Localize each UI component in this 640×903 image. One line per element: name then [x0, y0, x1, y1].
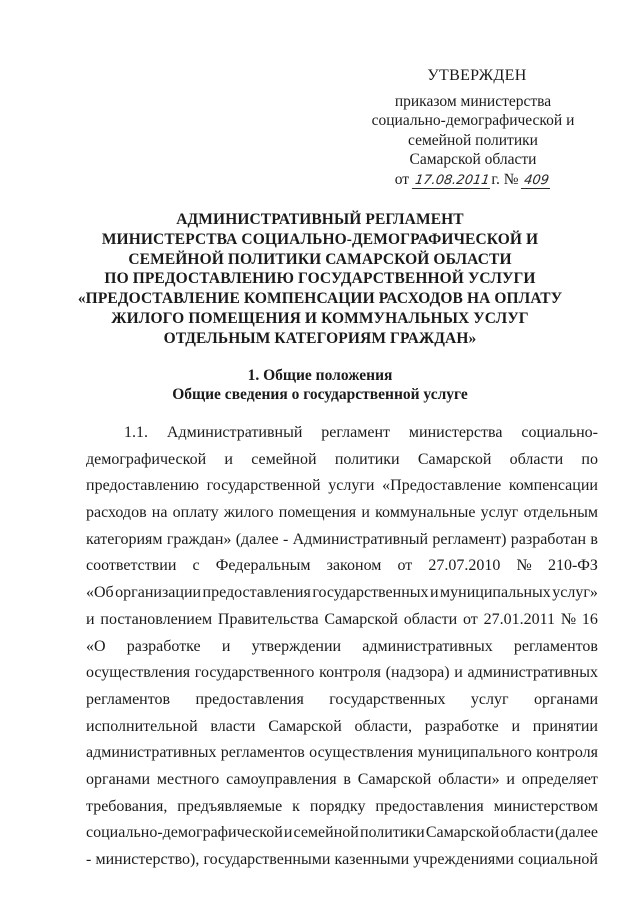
word: Самарской: [425, 824, 500, 842]
paragraph-1-1: [86, 420, 598, 874]
word: демографической: [86, 450, 207, 468]
word: исполнительной: [86, 717, 198, 735]
word: организации: [115, 584, 202, 602]
word: соответствии: [86, 557, 177, 575]
title-line: «ПРЕДОСТАВЛЕНИЕ КОМПЕНСАЦИИ РАСХОДОВ НА ОПЛАТУ: [77, 290, 563, 308]
title-line: ОТДЕЛЬНЫМ КАТЕГОРИЯМ ГРАЖДАН»: [163, 329, 477, 347]
word: 1.1.: [124, 424, 148, 441]
order-line: [358, 170, 588, 190]
paragraph-line: [86, 473, 598, 500]
word: и: [506, 770, 515, 788]
word: Самарской: [357, 770, 432, 788]
word: власти: [210, 717, 256, 735]
word: в: [590, 530, 598, 548]
word: (надзора): [385, 664, 450, 682]
word: органами: [533, 690, 598, 708]
paragraph-line: [86, 527, 598, 554]
word: контроля: [319, 664, 381, 682]
paragraph-line: [86, 553, 598, 580]
word: утверждении: [251, 637, 342, 655]
word: расходов: [86, 504, 147, 522]
word: 16: [581, 610, 598, 628]
word: государственной: [206, 477, 321, 495]
word: услуг»: [552, 584, 598, 602]
word: отдельным: [523, 504, 598, 522]
word: местного: [156, 770, 220, 788]
word: -: [282, 530, 289, 548]
handwritten-order-date: 17.08.2011: [412, 173, 493, 189]
word: услуг: [470, 690, 509, 708]
word: от: [463, 610, 478, 628]
paragraph-line: [86, 634, 598, 661]
order-prefix: от: [394, 170, 410, 188]
word: Федеральным: [215, 557, 311, 575]
paragraph-line: [86, 500, 598, 527]
section-heading: 1. Общие положения: [247, 367, 393, 384]
word: административных: [362, 637, 493, 655]
word: Административный: [166, 424, 303, 441]
word: порядку: [309, 797, 366, 815]
word: предоставления: [195, 690, 304, 708]
paragraph-line: [86, 767, 598, 794]
word: требования,: [86, 797, 168, 815]
word: области: [509, 450, 564, 468]
paragraph-line: [86, 607, 598, 634]
word: «О: [86, 637, 106, 655]
word: «Об: [86, 584, 114, 602]
word: министерства: [408, 424, 503, 441]
word: министерством: [493, 797, 598, 815]
word: и: [283, 824, 293, 842]
word: и: [454, 664, 463, 682]
word: разработан: [510, 530, 587, 548]
word: предоставлению: [86, 477, 199, 495]
word: государственными: [203, 851, 331, 868]
word: регламентов: [86, 690, 171, 708]
approval-line: Самарской области: [409, 151, 537, 168]
word: самоуправления: [226, 770, 337, 788]
paragraph-line: [86, 420, 598, 447]
word: области,: [354, 717, 413, 735]
word: предъявляемые: [177, 797, 283, 815]
title-line: АДМИНИСТРАТИВНЫЙ РЕГЛАМЕНТ: [176, 211, 464, 228]
word: услуги: [328, 477, 375, 495]
word: на: [151, 504, 168, 522]
word: регламентов: [513, 637, 598, 655]
word: 210-ФЗ: [547, 557, 598, 575]
word: помещения: [278, 504, 357, 522]
word: (далее: [555, 824, 598, 842]
word: разработке: [126, 637, 201, 655]
word: казенными: [334, 851, 410, 868]
word: оплату: [172, 504, 219, 522]
word: осуществления: [86, 664, 191, 682]
word: постановлением: [100, 610, 213, 628]
approval-line: приказом министерства: [394, 92, 552, 110]
word: и: [361, 504, 370, 522]
word: -: [86, 851, 92, 868]
word: муниципального: [417, 744, 532, 762]
word: определяет: [521, 770, 598, 788]
document-title: [60, 210, 580, 349]
title-line: ЖИЛОГО ПОМЕЩЕНИЯ И КОММУНАЛЬНЫХ УСЛУГ: [111, 309, 529, 327]
paragraph-line: [86, 740, 598, 767]
word: осуществления: [309, 744, 414, 762]
word: предоставления: [202, 584, 311, 602]
title-line: ПО ПРЕДОСТАВЛЕНИЮ ГОСУДАРСТВЕННОЙ УСЛУГИ: [104, 270, 536, 288]
word: компенсации: [508, 477, 598, 495]
word: министерство),: [95, 851, 200, 868]
word: семейной: [251, 450, 317, 468]
word: социально-демографической: [86, 824, 283, 842]
word: №: [516, 557, 532, 575]
word: государственных: [329, 690, 446, 708]
word: регламент): [432, 530, 507, 548]
title-line: СЕМЕЙНОЙ ПОЛИТИКИ САМАРСКОЙ ОБЛАСТИ: [128, 250, 512, 268]
word: регламентов: [220, 744, 305, 762]
section-subheading: Общие сведения о государственной услуге: [172, 386, 468, 403]
paragraph-line: [86, 820, 598, 847]
word: области»: [438, 770, 500, 788]
word: государственного: [194, 664, 315, 682]
paragraph-line: [86, 847, 598, 874]
word: учреждениями: [413, 851, 514, 868]
paragraph-line: [86, 714, 598, 741]
word: №: [560, 610, 577, 628]
word: законом: [326, 557, 382, 575]
approval-line: семейной политики: [408, 131, 538, 149]
word: с: [192, 557, 200, 575]
word: и: [430, 584, 439, 602]
word: 27.07.2010: [428, 557, 501, 575]
word: социально-: [521, 424, 598, 441]
handwritten-order-number: 409: [521, 173, 552, 189]
word: в: [343, 770, 351, 788]
word: регламент: [321, 424, 390, 441]
word: граждан»: [166, 530, 232, 548]
word: контроля: [536, 744, 598, 762]
word: административных: [86, 744, 217, 762]
paragraph-line: [86, 580, 598, 607]
word: государственных: [312, 584, 429, 602]
word: услуг: [480, 504, 519, 522]
word: (далее: [235, 530, 279, 548]
word: органами: [86, 770, 151, 788]
word: предоставления: [375, 797, 484, 815]
approval-stamp: [358, 66, 588, 189]
section-header: [60, 366, 580, 404]
word: и: [224, 450, 233, 468]
word: административных: [467, 664, 598, 682]
order-number-label: г. №: [491, 170, 519, 188]
word: разработке: [424, 717, 499, 735]
paragraph-line: [86, 660, 598, 687]
word: и: [511, 717, 521, 735]
approval-line: социально-демографической и: [371, 112, 575, 129]
word: и: [86, 610, 95, 628]
word: 27.01.2011: [483, 610, 556, 628]
word: Самарской: [324, 610, 398, 628]
word: к: [292, 797, 300, 815]
word: коммунальные: [375, 504, 476, 522]
word: политики: [359, 824, 425, 842]
word: Административный: [292, 530, 429, 548]
word: принятии: [532, 717, 598, 735]
word: Правительства: [217, 610, 319, 628]
word: политики: [334, 450, 400, 468]
paragraph-line: [86, 447, 598, 474]
word: Самарской: [268, 717, 342, 735]
word: социальной: [518, 851, 598, 868]
word: области: [500, 824, 554, 842]
approval-heading: УТВЕРЖДЕН: [427, 67, 527, 84]
word: семейной: [293, 824, 359, 842]
word: по: [581, 450, 598, 468]
paragraph-line: [86, 687, 598, 714]
title-line: МИНИСТЕРСТВА СОЦИАЛЬНО-ДЕМОГРАФИЧЕСКОЙ И: [101, 230, 539, 248]
word: муниципальных: [440, 584, 551, 602]
word: области: [403, 610, 458, 628]
word: жилого: [223, 504, 274, 522]
word: и: [221, 637, 231, 655]
word: Самарской: [417, 450, 492, 468]
word: от: [397, 557, 413, 575]
word: категориям: [86, 530, 163, 548]
paragraph-line: [86, 794, 598, 821]
word: «Предоставление: [382, 477, 502, 495]
